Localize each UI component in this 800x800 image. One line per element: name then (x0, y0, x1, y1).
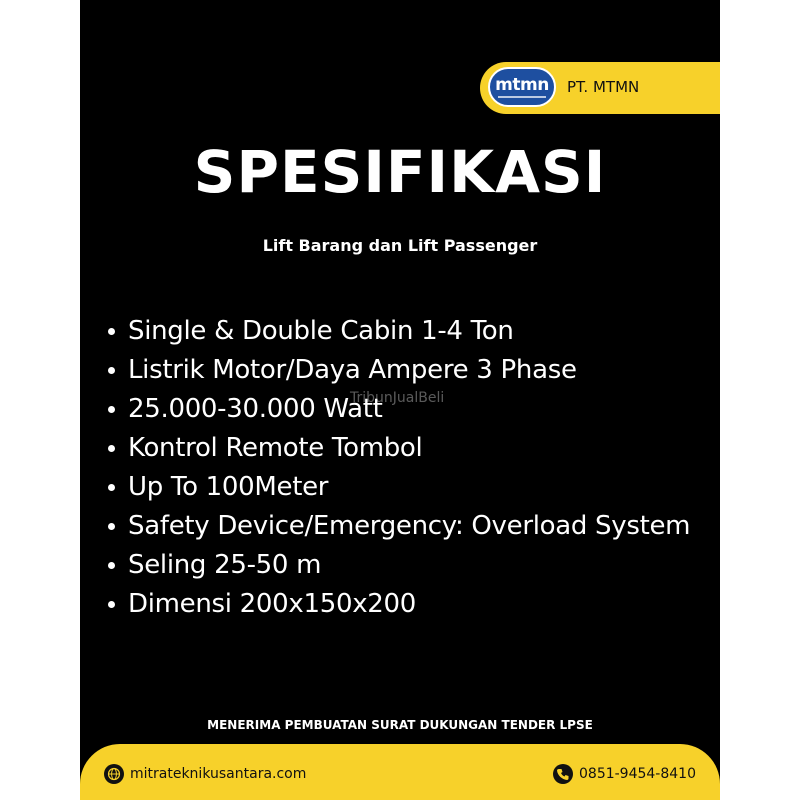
spec-text: Listrik Motor/Daya Ampere 3 Phase (128, 355, 577, 385)
bullet-icon (108, 523, 115, 530)
spec-text: Dimensi 200x150x200 (128, 589, 417, 619)
bullet-icon (108, 445, 115, 452)
spec-text: 25.000-30.000 Watt (128, 394, 383, 424)
company-name: PT. MTMN (567, 78, 640, 96)
phone-text: 0851-9454-8410 (579, 766, 696, 782)
page-title: SPESIFIKASI (193, 138, 607, 206)
page-subtitle: Lift Barang dan Lift Passenger (262, 236, 538, 255)
spec-item (104, 429, 704, 468)
spec-text: Seling 25-50 m (128, 550, 322, 580)
spec-item (104, 585, 704, 624)
spec-text: Safety Device/Emergency: Overload System (128, 511, 691, 541)
spec-text: Up To 100Meter (128, 472, 329, 502)
tender-notice: MENERIMA PEMBUATAN SURAT DUKUNGAN TENDER LPSE (207, 718, 593, 732)
spec-item (104, 468, 704, 507)
spec-item (104, 312, 704, 351)
spec-text: Kontrol Remote Tombol (128, 433, 423, 463)
bullet-icon (108, 367, 115, 374)
logo-underline (498, 96, 546, 98)
website-text: mitrateknikusantara.com (130, 766, 307, 782)
bullet-icon (108, 328, 115, 335)
poster (80, 0, 720, 800)
brand-badge (480, 62, 720, 114)
spec-item (104, 546, 704, 585)
globe-icon (104, 764, 124, 784)
logo-text: mtmn (495, 74, 549, 95)
footer-bar (80, 744, 720, 800)
spec-item (104, 351, 704, 390)
spec-item (104, 507, 704, 546)
footer-phone[interactable] (553, 764, 696, 784)
spec-list (104, 312, 704, 624)
footer-website[interactable] (104, 764, 306, 784)
bullet-icon (108, 562, 115, 569)
phone-icon (553, 764, 573, 784)
bullet-icon (108, 601, 115, 608)
mtmn-logo (488, 67, 556, 107)
spec-text: Single & Double Cabin 1-4 Ton (128, 316, 514, 346)
watermark: TribunJualBeli (350, 390, 445, 406)
bullet-icon (108, 406, 115, 413)
bullet-icon (108, 484, 115, 491)
